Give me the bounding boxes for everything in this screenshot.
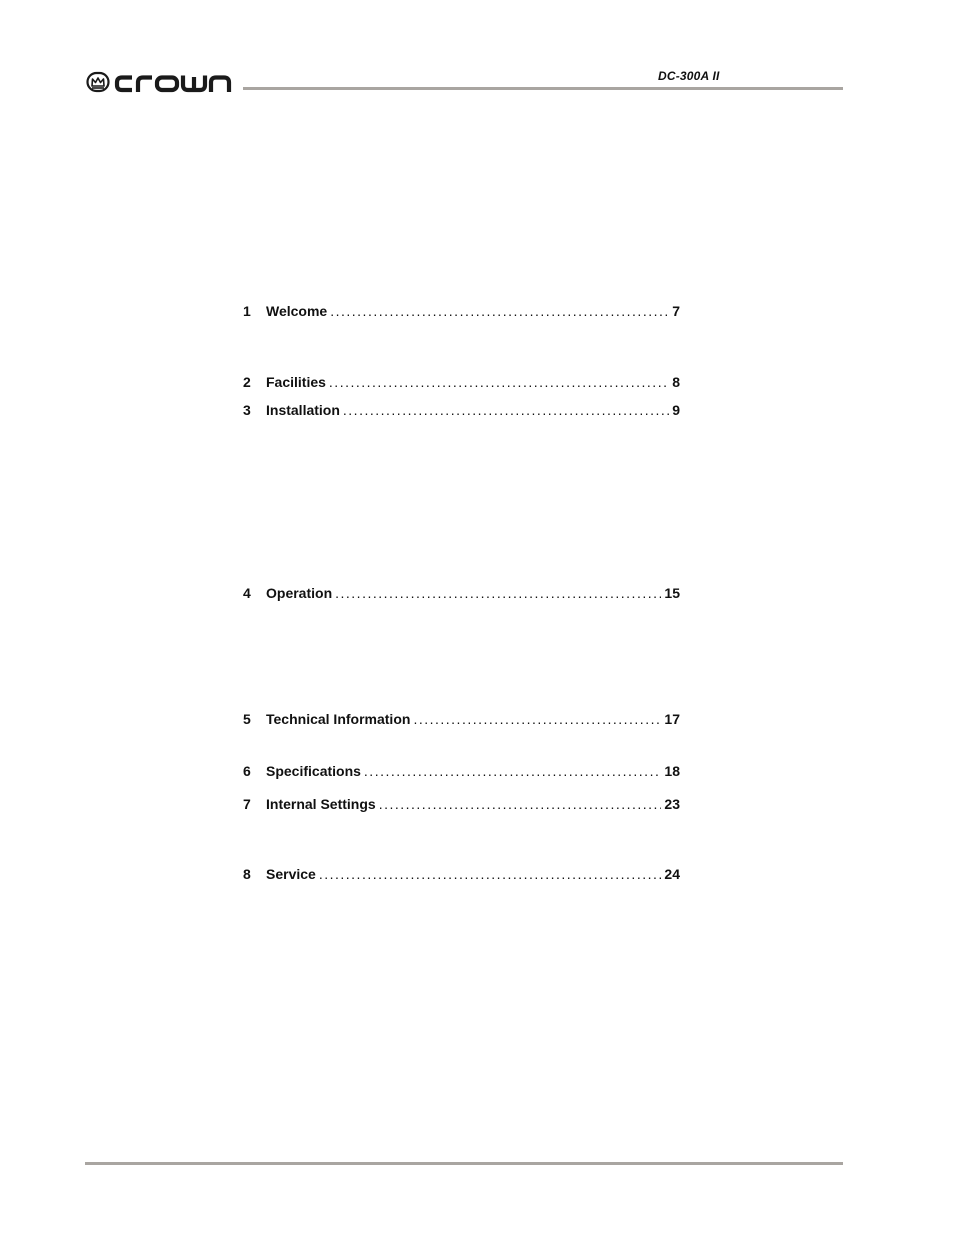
- toc-entry-number: 4: [243, 585, 251, 601]
- toc-entry-title: Facilities: [266, 374, 326, 390]
- toc-dot-leader: [379, 795, 662, 813]
- toc-entry-title: Service: [266, 866, 316, 882]
- toc-dot-leader: [330, 302, 669, 320]
- toc-entry-title: Technical Information: [266, 711, 411, 727]
- toc-entry-number: 5: [243, 711, 251, 727]
- toc-entry-page: 18: [664, 763, 680, 779]
- toc-entry-page: 23: [664, 796, 680, 812]
- toc-entry-page: 7: [672, 303, 680, 319]
- toc-entry-title: Welcome: [266, 303, 328, 319]
- toc-entry-page: 15: [664, 585, 680, 601]
- toc-entry-technical-information[interactable]: [243, 710, 680, 728]
- toc-entry-number: 8: [243, 866, 251, 882]
- toc-entry-number: 3: [243, 402, 251, 418]
- toc-entry-page: 9: [672, 402, 680, 418]
- model-label: DC-300A II: [658, 69, 720, 83]
- toc-dot-leader: [343, 401, 669, 419]
- toc-entry-page: 17: [664, 711, 680, 727]
- toc-dot-leader: [319, 865, 662, 883]
- toc-entry-internal-settings[interactable]: [243, 795, 680, 813]
- toc-entry-title: Operation: [266, 585, 333, 601]
- toc-dot-leader: [364, 762, 662, 780]
- toc-entry-page: 24: [664, 866, 680, 882]
- toc-dot-leader: [329, 373, 669, 391]
- toc-dot-leader: [413, 710, 661, 728]
- footer-rule: [85, 1162, 843, 1165]
- toc-entry-title: Specifications: [266, 763, 361, 779]
- toc-entry-number: 1: [243, 303, 251, 319]
- toc-entry-title: Installation: [266, 402, 340, 418]
- toc-entry-number: 2: [243, 374, 251, 390]
- toc-entry-service[interactable]: [243, 865, 680, 883]
- toc-entry-title: Internal Settings: [266, 796, 376, 812]
- toc-entry-operation[interactable]: [243, 584, 680, 602]
- toc-dot-leader: [335, 584, 661, 602]
- toc-entry-specifications[interactable]: [243, 762, 680, 780]
- toc-entry-installation[interactable]: [243, 401, 680, 419]
- toc-entry-number: 6: [243, 763, 251, 779]
- toc-entry-page: 8: [672, 374, 680, 390]
- toc-entry-facilities[interactable]: [243, 373, 680, 391]
- toc-entry-welcome[interactable]: [243, 302, 680, 320]
- toc-entry-number: 7: [243, 796, 251, 812]
